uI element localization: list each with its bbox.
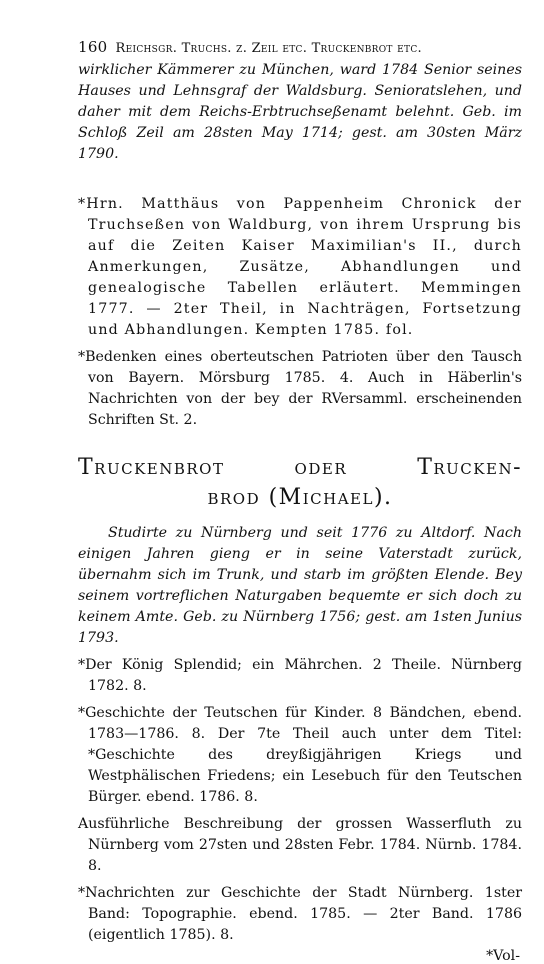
bibliography-entry-wasserfluth: Ausführliche Beschreibung der grossen Wasserfluth zu Nürnberg vom 27sten und 28sten Febr. 1784. Nürnb. 1784. 8. bbox=[78, 816, 522, 874]
book-page bbox=[78, 38, 522, 964]
section-heading-line-1: Truckenbrot oder Trucken- bbox=[78, 455, 522, 480]
intro-paragraph-wrap bbox=[78, 60, 522, 188]
bibliography-entry-nachrichten-nuernberg: *Nachrichten zur Geschichte der Stadt Nürnberg. 1ster Band: Topographie. ebend. 1785. — 2ter Band. 1786 (eigentlich 1785). 8. bbox=[78, 885, 522, 943]
running-title: Reichsgr. Truchs. z. Zeil etc. Truckenbrot etc. bbox=[115, 41, 422, 56]
running-header bbox=[78, 38, 522, 60]
page-number: 160 bbox=[78, 38, 108, 56]
bibliography-entry-geschichte-teutschen: *Geschichte der Teutschen für Kinder. 8 Bändchen, ebend. 1783—1786. 8. Der 7te Theil auch unter dem Titel: *Geschichte des dreyßigjährigen Kriegs und Westphälischen Friedens; ein Lesebuch für den Teutschen Bürger. ebend. 1786. 8. bbox=[78, 705, 522, 805]
biography-paragraph: Studirte zu Nürnberg und seit 1776 zu Altdorf. Nach einigen Jahren gieng er in seine Vaterstadt zurück, übernahm sich im Trunk, und starb im größten Elende. Bey seinem vortreflichen Naturgaben bequemte er sich doch zu keinem Amte. Geb. zu Nürnberg 1756; gest. am 1sten Junius 1793. bbox=[78, 525, 522, 646]
section-heading-line-2: brod (Michael). bbox=[207, 485, 393, 510]
bibliography-entry-koenig-splendid: *Der König Splendid; ein Mährchen. 2 Theile. Nürnberg 1782. 8. bbox=[78, 657, 522, 694]
bibliography-entry-pappenheim: *Hrn. Matthäus von Pappenheim Chronick der Truchseßen von Waldburg, von ihrem Ursprung bis auf die Zeiten Kaiser Maximilian's II., durch Anmerkungen, Zusätze, Abhandlungen und genealogische Tabellen erläutert. Memmingen 1777. — 2ter Theil, in Nachträgen, Fortsetzung und Abhandlungen. Kempten 1785. fol. bbox=[78, 196, 522, 338]
catchword: *Vol- bbox=[486, 948, 520, 964]
intro-paragraph: wirklicher Kämmerer zu München, ward 1784 Senior seines Hauses und Lehnsgraf der Waldsburg. Senioratslehen, und daher mit dem Reichs-Erbtruchseßenamt belehnt. Geb. im Schloß Zeil am 28sten May 1714; gest. am 30sten März 1790. bbox=[78, 62, 522, 162]
bibliography-entry-bedenken: *Bedenken eines oberteutschen Patrioten über den Tausch von Bayern. Mörsburg 1785. 4. Auch in Häberlin's Nachrichten von der bey der RVersamml. erscheinenden Schriften St. 2. bbox=[78, 349, 522, 428]
